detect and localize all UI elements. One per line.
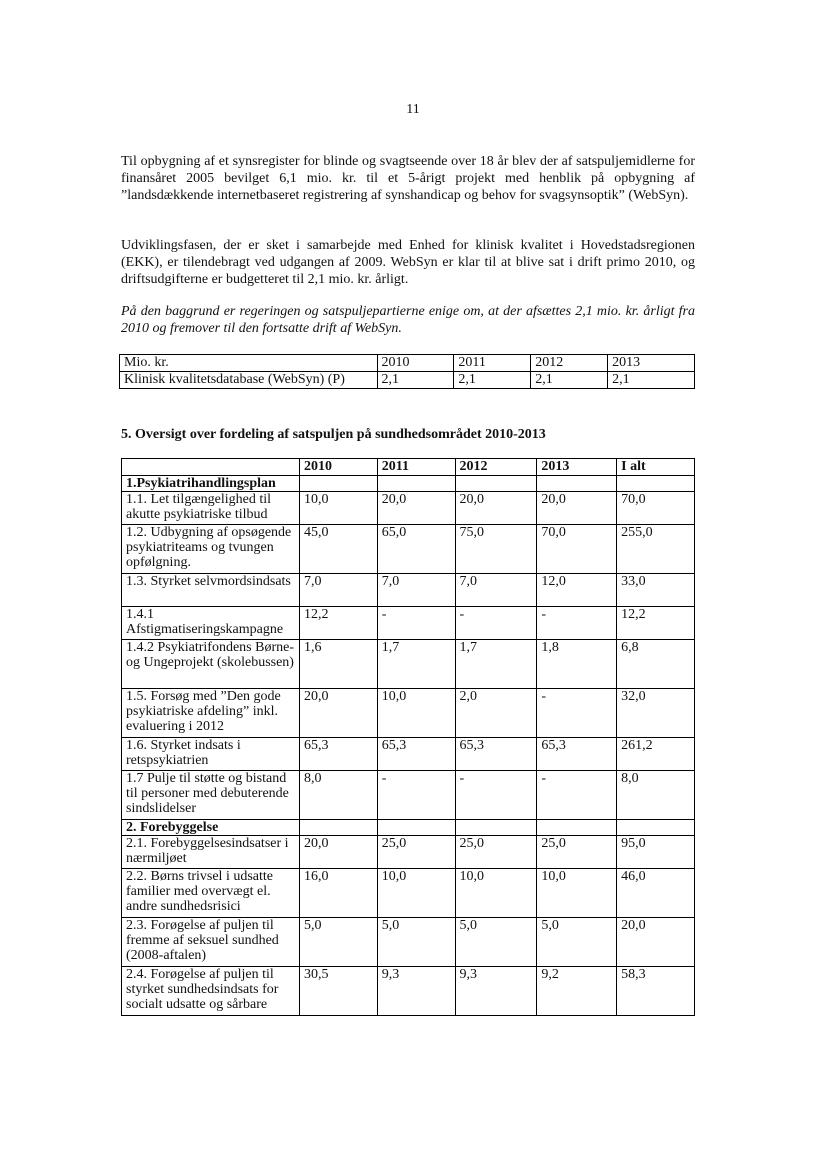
value-cell	[617, 820, 695, 836]
row-label: 1.6. Styrket indsats i retspsykiatrien	[122, 738, 300, 771]
value-cell: 2,1	[377, 372, 454, 389]
value-cell: 12,2	[299, 607, 377, 640]
table-row	[120, 372, 695, 389]
value-cell: 65,3	[537, 738, 617, 771]
header-cell: 2011	[454, 355, 531, 372]
row-label: 1.5. Forsøg med ”Den gode psykiatriske afdeling” inkl. evaluering i 2012	[122, 689, 300, 738]
value-cell: 65,3	[455, 738, 537, 771]
value-cell: 2,1	[454, 372, 531, 389]
value-cell: 7,0	[377, 574, 455, 607]
value-cell: 20,0	[537, 492, 617, 525]
value-cell: 45,0	[299, 525, 377, 574]
value-cell: 10,0	[377, 869, 455, 918]
value-cell	[299, 476, 377, 492]
value-cell: 7,0	[455, 574, 537, 607]
value-cell: -	[455, 771, 537, 820]
allocation-overview-table	[121, 458, 695, 1016]
page-number: 11	[406, 102, 420, 117]
table-header-row	[122, 459, 695, 476]
table-row	[122, 836, 695, 869]
value-cell: 25,0	[377, 836, 455, 869]
header-cell: Mio. kr.	[120, 355, 378, 372]
header-cell: 2011	[377, 459, 455, 476]
table-header-row	[120, 355, 695, 372]
value-cell	[377, 476, 455, 492]
value-cell: -	[537, 771, 617, 820]
value-cell: -	[537, 607, 617, 640]
table-row	[122, 574, 695, 607]
value-cell: 12,2	[617, 607, 695, 640]
value-cell: 70,0	[537, 525, 617, 574]
value-cell: 8,0	[299, 771, 377, 820]
header-cell: 2010	[299, 459, 377, 476]
row-label: 1.4.1 Afstigmatiseringskampagne	[122, 607, 300, 640]
group-row	[122, 476, 695, 492]
value-cell: 65,3	[377, 738, 455, 771]
table-row	[122, 525, 695, 574]
header-cell	[122, 459, 300, 476]
value-cell: -	[377, 607, 455, 640]
row-label: 1.7 Pulje til støtte og bistand til personer med debuterende sindslidelser	[122, 771, 300, 820]
value-cell: 2,0	[455, 689, 537, 738]
value-cell: 30,5	[299, 967, 377, 1016]
value-cell: 1,7	[377, 640, 455, 689]
value-cell: 20,0	[377, 492, 455, 525]
paragraph-websyn-intro: Til opbygning af et synsregister for blinde og svagtseende over 18 år blev der af satspuljemidlerne for finansåret 2005 bevilget 6,1 mio. kr. til et 5-årigt projekt med henblik på opbygning af ”landsdækkende internetbaseret registrering af synshandicap og behov for svagsynsoptik” (WebSyn).	[121, 154, 695, 203]
value-cell: 10,0	[455, 869, 537, 918]
section-heading: 5. Oversigt over fordeling af satspuljen på sundhedsområdet 2010-2013	[121, 427, 546, 442]
value-cell	[299, 820, 377, 836]
table-row	[122, 689, 695, 738]
value-cell: 32,0	[617, 689, 695, 738]
value-cell: 20,0	[299, 689, 377, 738]
value-cell: 16,0	[299, 869, 377, 918]
table-row	[122, 771, 695, 820]
row-label: Klinisk kvalitetsdatabase (WebSyn) (P)	[120, 372, 378, 389]
value-cell: 33,0	[617, 574, 695, 607]
header-cell: 2013	[537, 459, 617, 476]
table-row	[122, 738, 695, 771]
table-row	[122, 918, 695, 967]
value-cell: 9,2	[537, 967, 617, 1016]
header-cell: 2012	[455, 459, 537, 476]
value-cell: 1,7	[455, 640, 537, 689]
table-row	[122, 640, 695, 689]
table-row	[122, 607, 695, 640]
value-cell: 6,8	[617, 640, 695, 689]
value-cell: -	[537, 689, 617, 738]
value-cell: 95,0	[617, 836, 695, 869]
value-cell	[617, 476, 695, 492]
value-cell: 25,0	[455, 836, 537, 869]
value-cell	[537, 820, 617, 836]
table-row	[122, 492, 695, 525]
table-row	[122, 869, 695, 918]
group-label: 2. Forebyggelse	[122, 820, 300, 836]
value-cell: 75,0	[455, 525, 537, 574]
value-cell: 10,0	[377, 689, 455, 738]
row-label: 2.3. Forøgelse af puljen til fremme af seksuel sundhed (2008-aftalen)	[122, 918, 300, 967]
row-label: 1.1. Let tilgængelighed til akutte psykiatriske tilbud	[122, 492, 300, 525]
value-cell: 1,6	[299, 640, 377, 689]
row-label: 2.2. Børns trivsel i udsatte familier med overvægt el. andre sundhedsrisici	[122, 869, 300, 918]
paragraph-agreement: På den baggrund er regeringen og satspuljepartierne enige om, at der afsættes 2,1 mio. kr. årligt fra 2010 og fremover til den fortsatte drift af WebSyn.	[121, 304, 695, 336]
paragraph-development-phase: Udviklingsfasen, der er sket i samarbejde med Enhed for klinisk kvalitet i Hovedstadsregionen (EKK), er tilendebragt ved udgangen af 2009. WebSyn er klar til at blive sat i drift primo 2010, og driftsudgifterne er budgetteret til 2,1 mio. kr. årligt.	[121, 238, 695, 287]
value-cell: 8,0	[617, 771, 695, 820]
value-cell: 10,0	[299, 492, 377, 525]
value-cell	[455, 820, 537, 836]
value-cell: 58,3	[617, 967, 695, 1016]
row-label: 1.3. Styrket selvmordsindsats	[122, 574, 300, 607]
value-cell: -	[455, 607, 537, 640]
group-label: 1.Psykiatrihandlingsplan	[122, 476, 300, 492]
value-cell: 20,0	[455, 492, 537, 525]
value-cell: 5,0	[377, 918, 455, 967]
value-cell: 261,2	[617, 738, 695, 771]
header-cell: I alt	[617, 459, 695, 476]
value-cell	[537, 476, 617, 492]
value-cell: 25,0	[537, 836, 617, 869]
row-label: 1.4.2 Psykiatrifondens Børne- og Ungeprojekt (skolebussen)	[122, 640, 300, 689]
table-row	[122, 967, 695, 1016]
header-cell: 2010	[377, 355, 454, 372]
value-cell: 5,0	[537, 918, 617, 967]
value-cell: 5,0	[299, 918, 377, 967]
value-cell: 20,0	[299, 836, 377, 869]
row-label: 2.1. Forebyggelsesindsatser i nærmiljøet	[122, 836, 300, 869]
header-cell: 2013	[608, 355, 695, 372]
group-row	[122, 820, 695, 836]
value-cell: 65,0	[377, 525, 455, 574]
value-cell: 9,3	[377, 967, 455, 1016]
value-cell: 20,0	[617, 918, 695, 967]
row-label: 1.2. Udbygning af opsøgende psykiatriteams og tvungen opfølgning.	[122, 525, 300, 574]
value-cell	[377, 820, 455, 836]
value-cell: 1,8	[537, 640, 617, 689]
value-cell: 2,1	[531, 372, 608, 389]
value-cell: 2,1	[608, 372, 695, 389]
value-cell: 46,0	[617, 869, 695, 918]
value-cell: 255,0	[617, 525, 695, 574]
value-cell: 12,0	[537, 574, 617, 607]
value-cell: 9,3	[455, 967, 537, 1016]
value-cell: -	[377, 771, 455, 820]
value-cell	[455, 476, 537, 492]
value-cell: 70,0	[617, 492, 695, 525]
value-cell: 65,3	[299, 738, 377, 771]
header-cell: 2012	[531, 355, 608, 372]
row-label: 2.4. Forøgelse af puljen til styrket sundhedsindsats for socialt udsatte og sårbare	[122, 967, 300, 1016]
websyn-budget-table	[119, 354, 695, 389]
value-cell: 10,0	[537, 869, 617, 918]
value-cell: 5,0	[455, 918, 537, 967]
value-cell: 7,0	[299, 574, 377, 607]
